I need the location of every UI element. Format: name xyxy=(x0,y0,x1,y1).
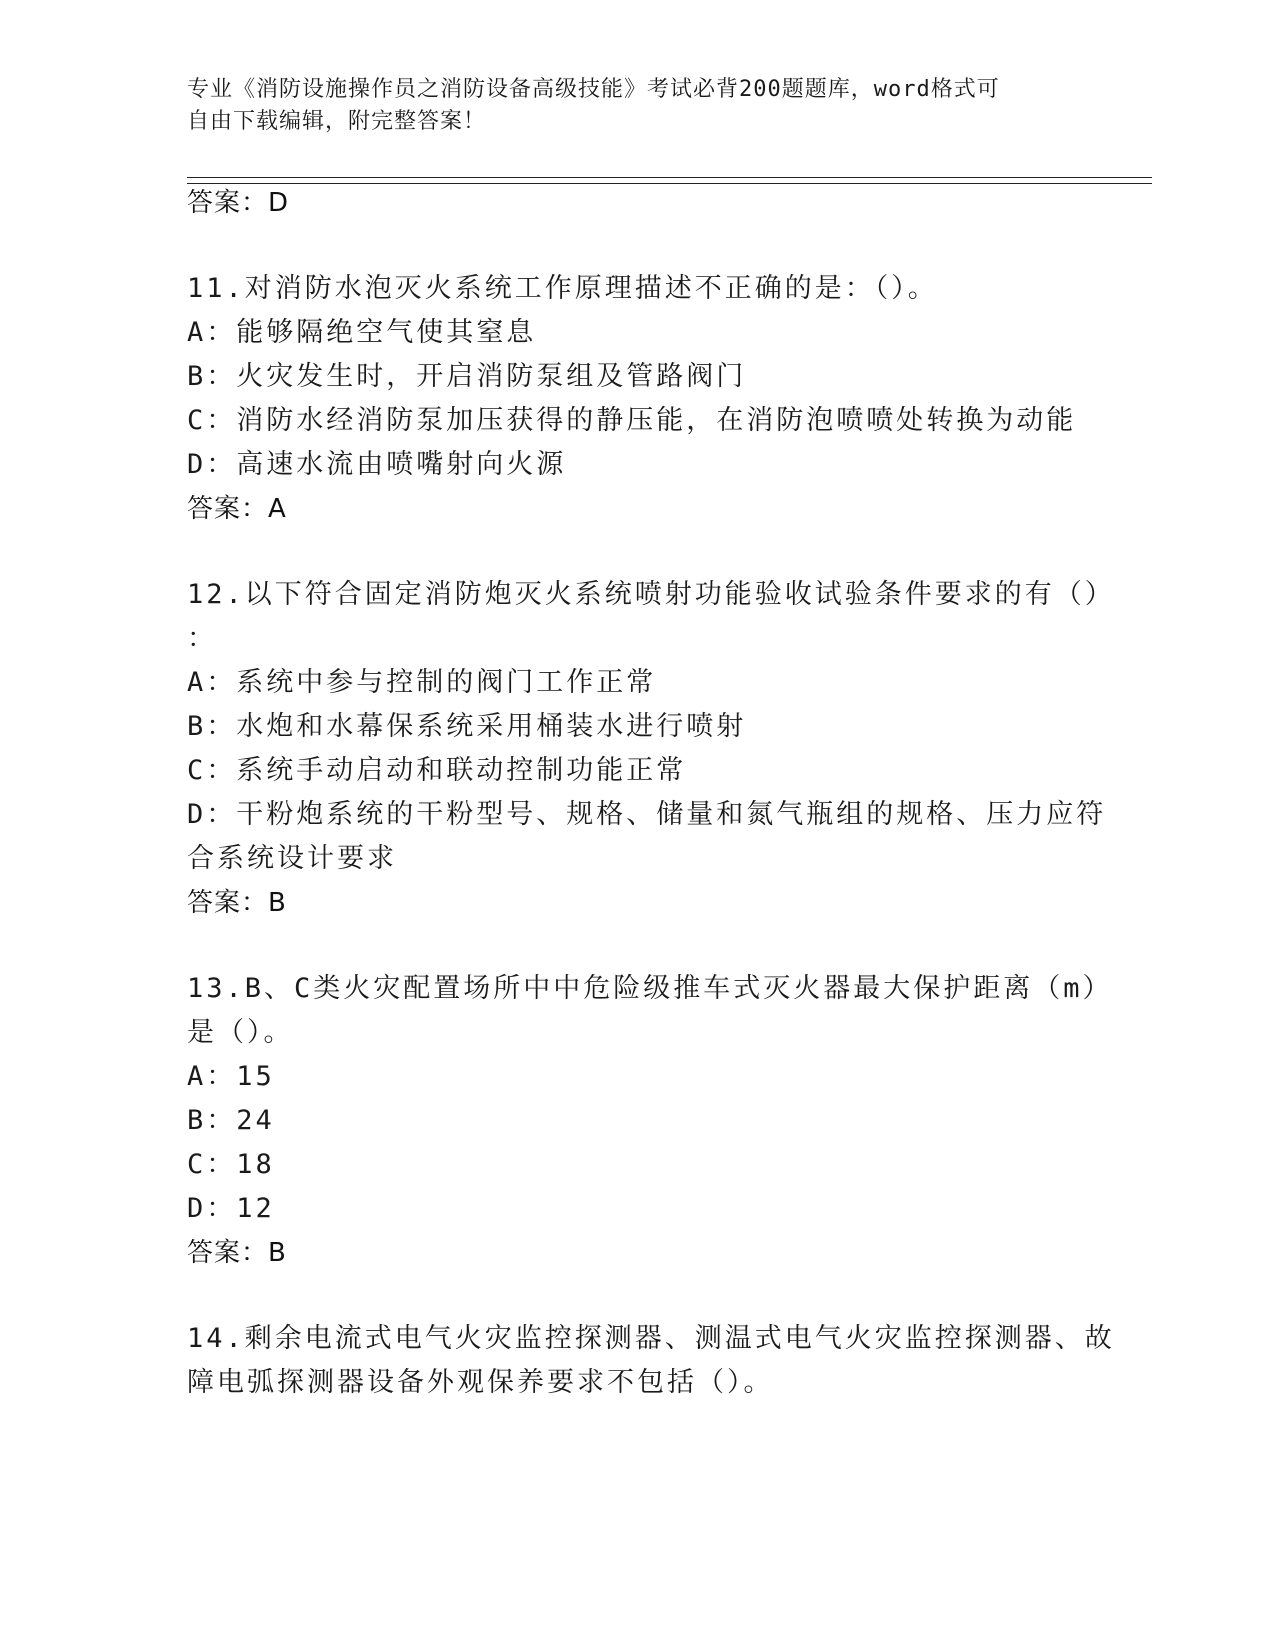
question-13-stem: 13.B、C类火灾配置场所中中危险级推车式灭火器最大保护距离（m） xyxy=(187,973,1113,1004)
question-11-answer: 答案：A xyxy=(187,494,287,524)
question-13-option-b: B：24 xyxy=(187,1105,275,1136)
question-12-option-b: B：水炮和水幕保系统采用桶装水进行喷射 xyxy=(187,711,747,742)
question-11-option-d: D：高速水流由喷嘴射向火源 xyxy=(187,449,567,480)
question-14-stem: 14.剩余电流式电气火灾监控探测器、测温式电气火灾监控探测器、故 xyxy=(187,1323,1115,1354)
question-12-option-d-cont: 合系统设计要求 xyxy=(187,843,397,874)
header-line-1: 专业《消防设施操作员之消防设备高级技能》考试必背200题题库，word格式可 xyxy=(187,77,1000,102)
question-11-stem: 11.对消防水泡灭火系统工作原理描述不正确的是：（）。 xyxy=(187,273,938,304)
document-header xyxy=(187,74,1067,138)
question-12-stem-cont: ： xyxy=(187,623,217,654)
question-12-option-d: D：干粉炮系统的干粉型号、规格、储量和氮气瓶组的规格、压力应符 xyxy=(187,799,1107,830)
question-12-stem: 12.以下符合固定消防炮灭火系统喷射功能验收试验条件要求的有（） xyxy=(187,579,1115,610)
question-12-option-a: A：系统中参与控制的阀门工作正常 xyxy=(187,667,657,698)
question-11-option-b: B：火灾发生时，开启消防泵组及管路阀门 xyxy=(187,361,747,392)
question-12-answer: 答案：B xyxy=(187,888,287,918)
question-12-option-c: C：系统手动启动和联动控制功能正常 xyxy=(187,755,687,786)
answer-previous: 答案：D xyxy=(187,188,290,218)
question-14-stem-cont: 障电弧探测器设备外观保养要求不包括（）。 xyxy=(187,1367,774,1398)
question-13-option-c: C：18 xyxy=(187,1149,275,1180)
question-11-option-c: C：消防水经消防泵加压获得的静压能，在消防泡喷喷处转换为动能 xyxy=(187,405,1077,436)
question-13-option-d: D：12 xyxy=(187,1193,275,1224)
question-13-option-a: A：15 xyxy=(187,1061,275,1092)
question-13-answer: 答案：B xyxy=(187,1238,287,1268)
question-11-option-a: A：能够隔绝空气使其窒息 xyxy=(187,317,537,348)
header-divider-top xyxy=(187,177,1152,178)
question-13-stem-cont: 是（）。 xyxy=(187,1017,294,1048)
header-line-2: 自由下载编辑，附完整答案！ xyxy=(187,109,487,134)
header-divider-bottom xyxy=(187,183,1152,184)
